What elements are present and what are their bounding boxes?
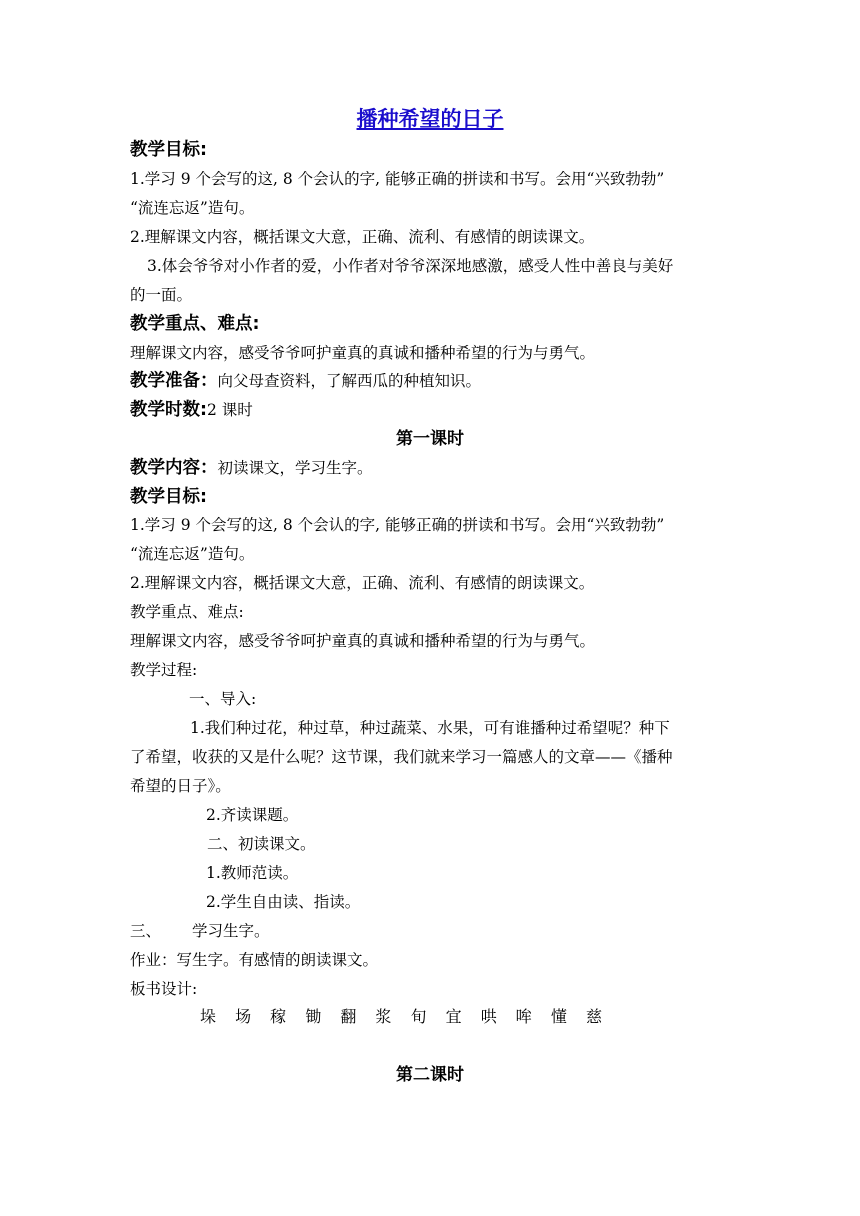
lesson-1-goal-1-line-a: 1.学习 9 个会写的这, 8 个会认的字, 能够正确的拼读和书写。会用“兴致勃勃” <box>130 516 665 534</box>
prep-text: 向父母查资料，了解西瓜的种植知识。 <box>217 372 482 390</box>
hours-label: 教学时数: <box>130 400 207 420</box>
lesson-1-heading: 第一课时 <box>396 429 464 449</box>
homework-line: 作业：写生字。有感情的朗读课文。 <box>130 951 379 969</box>
goal-1-line-a: 1.学习 9 个会写的这, 8 个会认的字, 能够正确的拼读和书写。会用“兴致勃勃” <box>130 170 665 188</box>
goals-heading: 教学目标: <box>130 140 207 160</box>
lesson-2-heading: 第二课时 <box>396 1065 464 1085</box>
lesson-1-content-text: 初读课文，学习生字。 <box>217 459 373 477</box>
board-design-characters: 垛 场 稼 锄 翻 浆 旬 宜 哄 哞 懂 慈 <box>200 1007 609 1026</box>
lesson-1-process-heading: 教学过程: <box>130 661 198 679</box>
goal-2: 2.理解课文内容，概括课文大意，正确、流利、有感情的朗读课文。 <box>130 228 595 246</box>
keypoints-heading: 教学重点、难点: <box>130 314 260 334</box>
lesson-1-content-label: 教学内容： <box>130 458 218 478</box>
step-3-number: 三、 <box>130 922 162 940</box>
goal-3-line-a: 3.体会爷爷对小作者的爱，小作者对爷爷深深地感激，感受人性中善良与美好 <box>147 257 674 275</box>
lesson-1-content-line <box>130 457 373 479</box>
lesson-1-goal-1-line-b: “流连忘返”造句。 <box>130 545 255 563</box>
step-1-heading: 一、导入: <box>189 690 257 708</box>
step-1-item-1-line-a: 1.我们种过花，种过草，种过蔬菜、水果，可有谁播种过希望呢？种下 <box>190 719 670 737</box>
prep-label: 教学准备： <box>130 371 218 391</box>
step-1-item-2: 2.齐读课题。 <box>206 806 299 824</box>
step-2-heading: 二、初读课文。 <box>207 835 316 853</box>
step-1-item-1-line-c: 希望的日子》。 <box>130 777 231 795</box>
step-1-item-1-line-b: 了希望，收获的又是什么呢？这节课，我们就来学习一篇感人的文章——《播种 <box>130 748 673 766</box>
lesson-1-keypoints-heading: 教学重点、难点: <box>130 603 244 621</box>
goal-1-line-b: “流连忘返”造句。 <box>130 199 255 217</box>
goal-3-line-b: 的一面。 <box>130 286 193 304</box>
board-design-heading: 板书设计: <box>130 980 198 998</box>
lesson-1-goals-heading: 教学目标: <box>130 487 207 507</box>
lesson-1-keypoints-text: 理解课文内容，感受爷爷呵护童真的真诚和播种希望的行为与勇气。 <box>130 632 596 650</box>
lesson-1-goal-2: 2.理解课文内容，概括课文大意，正确、流利、有感情的朗读课文。 <box>130 574 595 592</box>
hours-text: 2 课时 <box>207 401 253 419</box>
document-title-link[interactable]: 播种希望的日子 <box>356 107 504 131</box>
keypoints-text: 理解课文内容，感受爷爷呵护童真的真诚和播种希望的行为与勇气。 <box>130 344 596 362</box>
step-3-text: 学习生字。 <box>192 922 270 940</box>
step-2-item-1: 1.教师范读。 <box>206 864 299 882</box>
step-2-item-2: 2.学生自由读、指读。 <box>206 893 361 911</box>
prep-line <box>130 370 481 392</box>
hours-line <box>130 399 253 421</box>
